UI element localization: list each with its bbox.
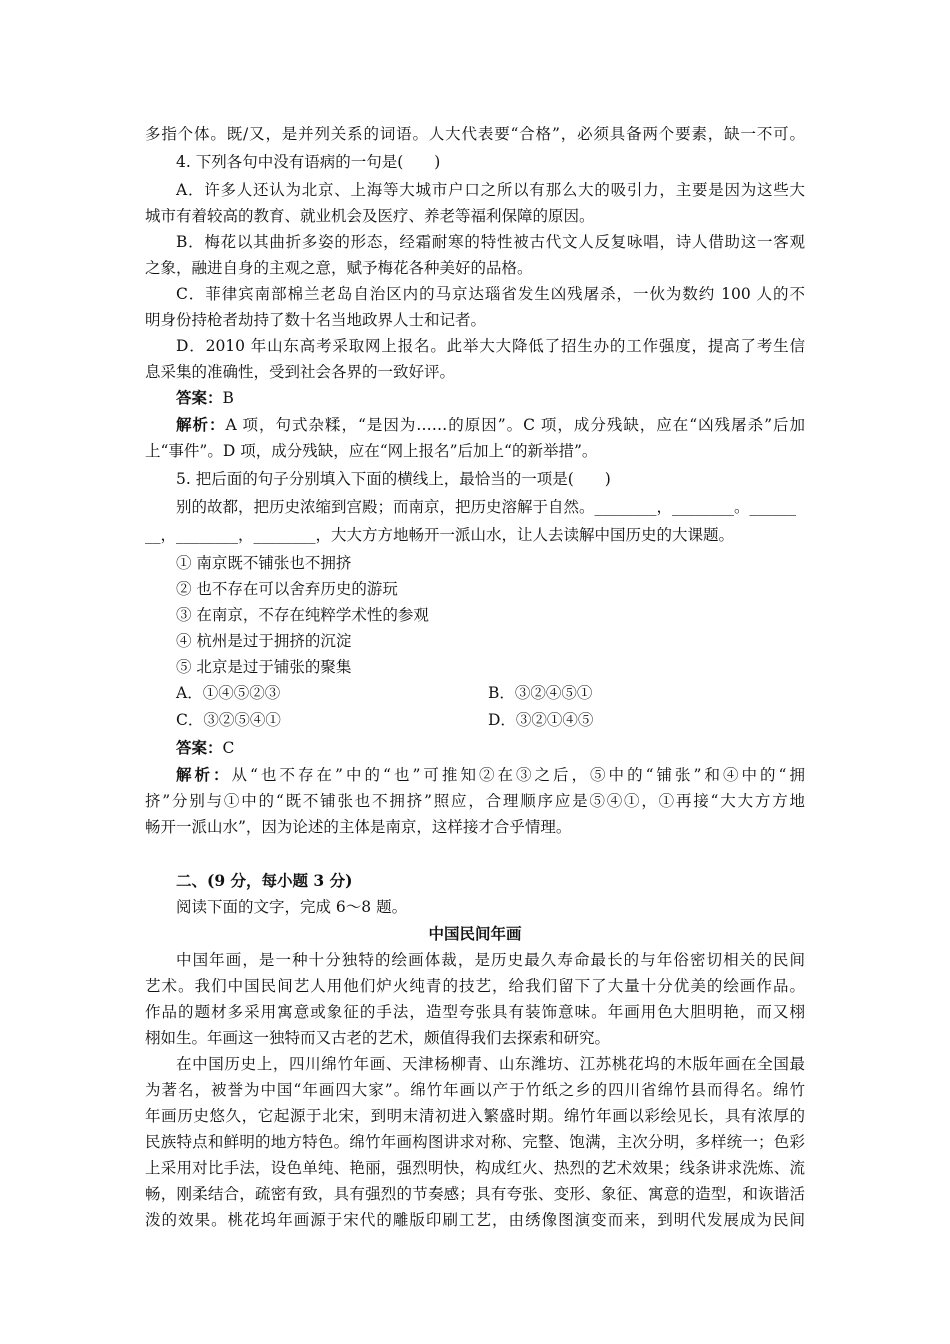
q4-option-b-line2: 之象，融进自身的主观之意，赋予梅花各种美好的品格。 xyxy=(145,259,533,277)
q5-item-2: ② 也不存在可以舍弃历史的游玩 xyxy=(176,580,398,598)
q5-sentence-line1: 别的故都，把历史浓缩到宫殿；而南京，把历史溶解于自然。________，________。______ xyxy=(176,498,797,516)
q5-choice-c: C．③②⑤④① xyxy=(176,711,281,729)
article-p2-line3: 年画历史悠久，它起源于北宋，到明末清初进入繁盛时期。绵竹年画以彩绘见长，具有浓厚的 xyxy=(145,1107,805,1125)
q5-item-5: ⑤ 北京是过于铺张的聚集 xyxy=(176,658,352,676)
q5-explanation-line1 xyxy=(176,765,805,785)
section-2-instruction: 阅读下面的文字，完成 6～8 题。 xyxy=(176,898,408,916)
q5-choice-d: D．③②①④⑤ xyxy=(488,711,594,729)
answer-label: 答案： xyxy=(176,388,223,407)
article-p1-line4: 栩如生。年画这一独特而又古老的艺术，颇值得我们去探索和研究。 xyxy=(145,1029,611,1047)
q5-sentence-line2: __，________，________，大大方方地畅开一派山水，让人去读解中国历史的大课题。 xyxy=(145,526,735,544)
q5-answer xyxy=(176,738,234,758)
article-p1-line1: 中国年画，是一种十分独特的绘画体裁，是历史最久寿命最长的与年俗密切相关的民间 xyxy=(176,951,805,969)
q5-choice-a: A．①④⑤②③ xyxy=(176,684,281,702)
article-p1-line3: 作品的题材多采用寓意或象征的手法，造型夸张具有装饰意味。年画用色大胆明艳，而又栩 xyxy=(145,1003,805,1021)
answer-value: C xyxy=(222,739,235,757)
explanation-label: 解析： xyxy=(176,415,226,434)
q5-explanation-line2: 挤”分别与①中的“既不铺张也不拥挤”照应，合理顺序应是⑤④①，①再接“大大方方地 xyxy=(145,792,805,810)
q5-item-3: ③ 在南京，不存在纯粹学术性的参观 xyxy=(176,606,429,624)
text-line: 多指个体。既/又，是并列关系的词语。人大代表要“合格”，必须具备两个要素，缺一不可。 xyxy=(145,125,805,143)
q5-choice-b: B．③②④⑤① xyxy=(488,684,593,702)
article-p2-line2: 为著名，被誉为中国“年画四大家”。绵竹年画以产于竹纸之乡的四川省绵竹县而得名。绵竹 xyxy=(145,1081,805,1099)
q4-explanation-line2: 上“事件”。D 项，成分残缺，应在“网上报名”后加上“的新举措”。 xyxy=(145,442,598,460)
explanation-label: 解析： xyxy=(176,765,232,784)
q4-option-a-line2: 城市有着较高的教育、就业机会及医疗、养老等福利保障的原因。 xyxy=(145,207,595,225)
question-5-stem: 5. 把后面的句子分别填入下面的横线上，最恰当的一项是( ) xyxy=(176,470,611,488)
article-p2-line6: 畅，刚柔结合，疏密有致，具有强烈的节奏感；具有夸张、变形、象征、寓意的造型，和诙谐活 xyxy=(145,1185,805,1203)
q5-item-4: ④ 杭州是过于拥挤的沉淀 xyxy=(176,632,352,650)
article-p2-line1: 在中国历史上，四川绵竹年画、天津杨柳青、山东潍坊、江苏桃花坞的木版年画在全国最 xyxy=(176,1055,805,1073)
q4-option-a-line1: A．许多人还认为北京、上海等大城市户口之所以有那么大的吸引力，主要是因为这些大 xyxy=(176,181,805,199)
q4-option-d-line2: 息采集的准确性，受到社会各界的一致好评。 xyxy=(145,363,456,381)
article-title: 中国民间年画 xyxy=(428,924,522,943)
explanation-text: 从“也不存在”中的“也”可推知②在③之后，⑤中的“铺张”和④中的“拥 xyxy=(231,766,805,784)
q4-option-c-line2: 明身份持枪者劫持了数十名当地政界人士和记者。 xyxy=(145,311,487,329)
answer-value: B xyxy=(222,389,234,407)
q4-answer xyxy=(176,388,234,408)
article-p2-line7: 泼的效果。桃花坞年画源于宋代的雕版印刷工艺，由绣像图演变而来，到明代发展成为民间 xyxy=(145,1211,805,1229)
q4-option-c-line1: C．菲律宾南部棉兰老岛自治区内的马京达瑙省发生凶残屠杀，一伙为数约 100 人的不 xyxy=(176,285,805,303)
article-p2-line4: 民族特点和鲜明的地方特色。绵竹年画构图讲求对称、完整、饱满，主次分明，多样统一；色彩 xyxy=(145,1133,805,1151)
q5-explanation-line3: 畅开一派山水”，因为论述的主体是南京，这样接才合乎情理。 xyxy=(145,818,572,836)
section-2-heading: 二、(9 分，每小题 3 分) xyxy=(176,871,353,890)
question-4-stem: 4. 下列各句中没有语病的一句是( ) xyxy=(176,153,441,171)
q4-option-d-line1: D．2010 年山东高考采取网上报名。此举大大降低了招生办的工作强度，提高了考生信 xyxy=(176,337,805,355)
article-p1-line2: 艺术。我们中国民间艺人用他们炉火纯青的技艺，给我们留下了大量十分优美的绘画作品。 xyxy=(145,977,805,995)
explanation-text: A 项，句式杂糅，“是因为……的原因”。C 项，成分残缺，应在“凶残屠杀”后加 xyxy=(225,416,805,434)
answer-label: 答案： xyxy=(176,738,223,757)
q4-option-b-line1: B．梅花以其曲折多姿的形态，经霜耐寒的特性被古代文人反复咏唱，诗人借助这一客观 xyxy=(176,233,805,251)
article-p2-line5: 上采用对比手法，设色单纯、艳丽，强烈明快，构成红火、热烈的艺术效果；线条讲求洗炼、流 xyxy=(145,1159,805,1177)
q5-item-1: ① 南京既不铺张也不拥挤 xyxy=(176,554,352,572)
q4-explanation-line1 xyxy=(176,415,805,435)
